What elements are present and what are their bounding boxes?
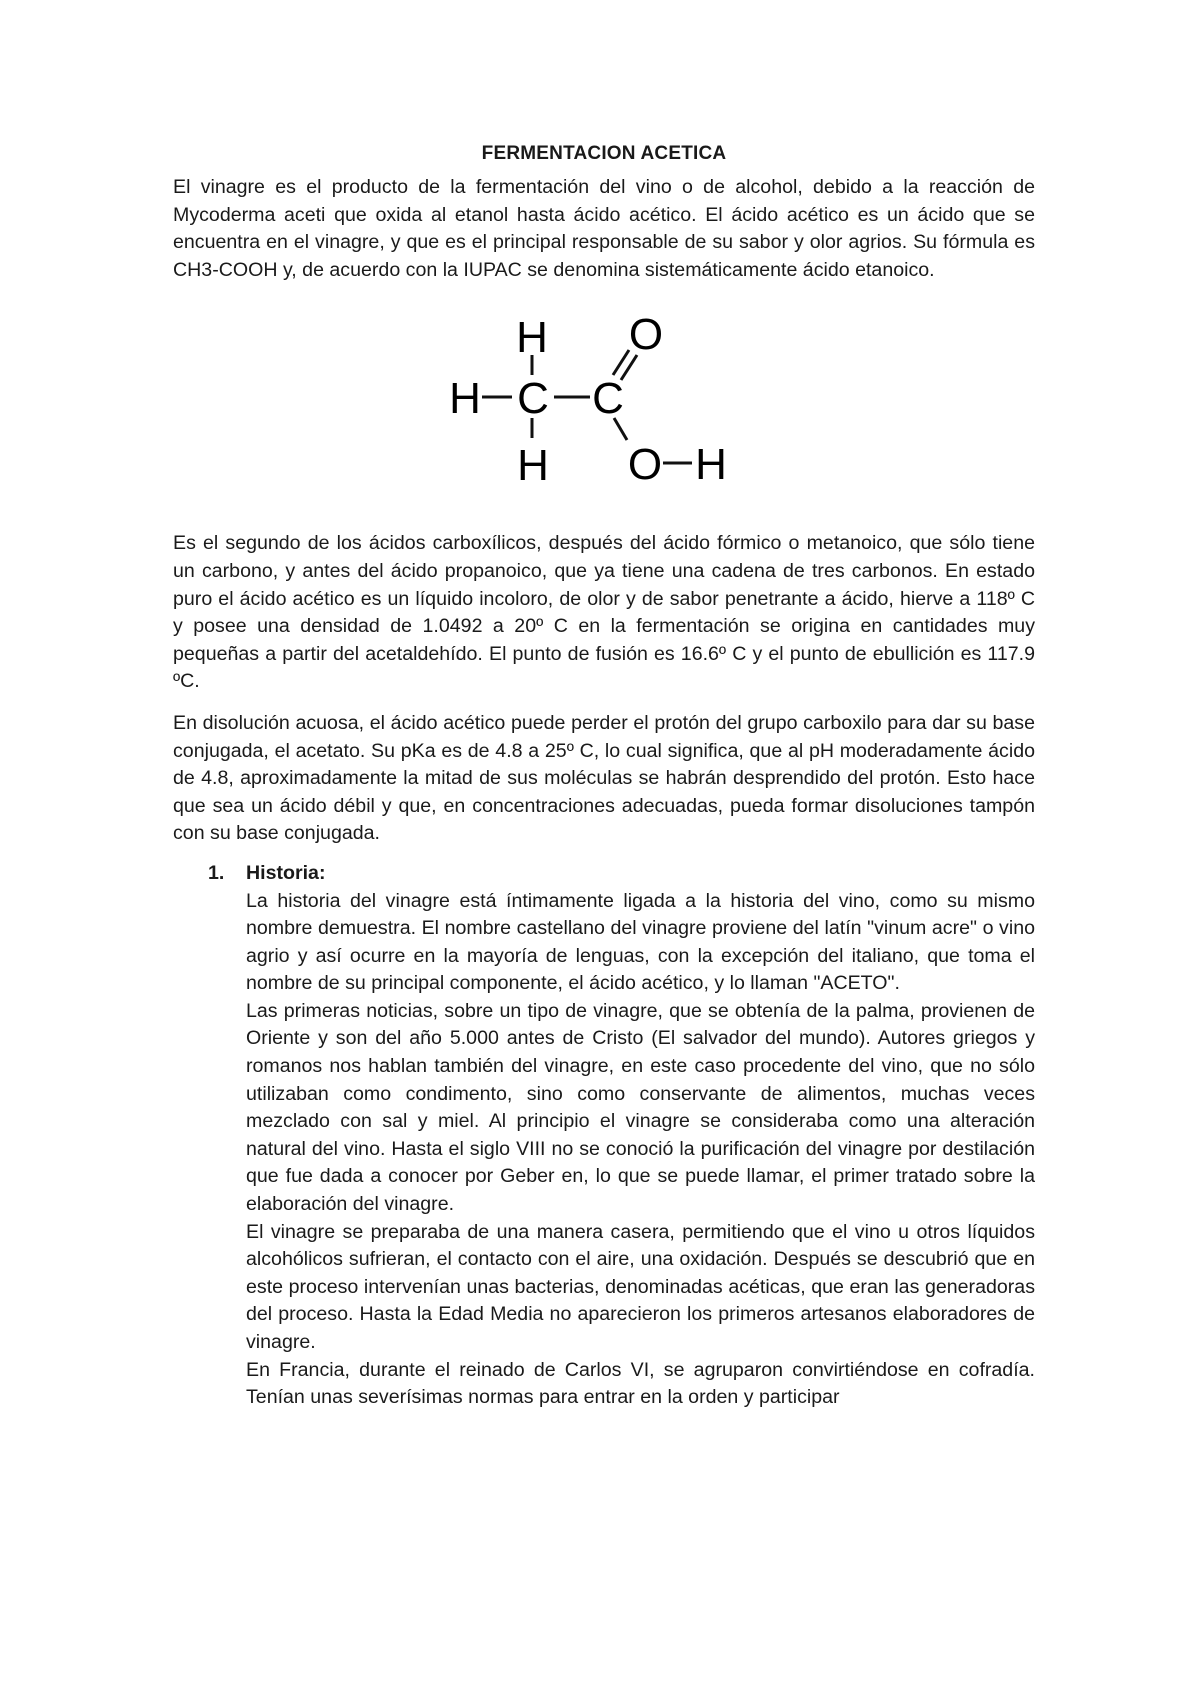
historia-paragraph-1: La historia del vinagre está íntimamente ligada a la historia del vino, como su mismo nombre demuestra. El nombre castellano del vinagre proviene del latín "vinum acre" o vino agrio y así ocurre en la mayoría de lenguas, con la excepción del italiano, que toma el nombre de su principal componente, el ácido acético, y lo llaman "ACETO". [246,889,1035,995]
paragraph-aqueous: En disolución acuosa, el ácido acético puede perder el protón del grupo carboxilo para dar su base conjugada, el acetato. Su pKa es de 4.8 a 25º C, lo cual significa, que al pH moderadamente ácido de 4.8, aproximadamente la mitad de sus moléculas se habrán desprendido del protón. Esto hace que sea un ácido débil y que, en concentraciones adecuadas, pueda formar disoluciones tampón con su base conjugada. [173,711,1035,845]
atom-o-top: O [628,310,664,360]
numbered-list [173,860,1035,1412]
acetic-acid-structure-diagram [447,300,767,510]
intro-paragraph: El vinagre es el producto de la fermentación del vino o de alcohol, debido a la reacción de Mycoderma aceti que oxida al etanol hasta ácido acético. El ácido acético es un ácido que se encuentra en el vinagre, y que es el principal responsable de su sabor y olor agrios. Su fórmula es CH3-COOH y, de acuerdo con la IUPAC se denomina sistemáticamente ácido etanoico. [173,176,1035,281]
historia-paragraph-2: Las primeras noticias, sobre un tipo de vinagre, que se obtenía de la palma, provienen de Oriente y son del año 5.000 antes de Cristo (El salvador del mundo). Autores griegos y romanos nos hablan también del vinagre, en este caso procedente del vino, que no sólo utilizaban como condimento, sino como conservante de alimentos, muchas veces mezclado con sal y miel. Al principio el vinagre se consideraba como una alteración natural del vino. Hasta el siglo VIII no se conoció la purificación del vinagre por destilación que fue dada a conocer por Geber en, lo que se puede llamar, el primer tratado sobre la elaboración del vinagre. [246,999,1035,1216]
atom-c1: C [517,374,549,424]
document-body [173,140,1035,1412]
document-title: FERMENTACION ACETICA [481,143,727,164]
atom-h-left: H [449,374,481,424]
atom-h-top: H [516,313,548,363]
historia-paragraph-4: En Francia, durante el reinado de Carlos VI, se agruparon convirtiéndose en cofradía. Tenían unas severísimas normas para entrar en la orden y participar [246,1358,1035,1409]
paragraph-carboxylic: Es el segundo de los ácidos carboxílicos, después del ácido fórmico o metanoico, que sólo tiene un carbono, y antes del ácido propanoico, que ya tiene una cadena de tres carbonos. En estado puro el ácido acético es un líquido incoloro, de olor y de sabor penetrante a ácido, hierve a 118º C y posee una densidad de 1.0492 a 20º C en la fermentación se origina en cantidades muy pequeñas a partir del acetaldehído. El punto de fusión es 16.6º C y el punto de ebullición es 117.9 ºC. [173,532,1035,693]
historia-paragraph-3: El vinagre se preparaba de una manera casera, permitiendo que el vino u otros líquidos alcohólicos sufrieran, el contacto con el aire, una oxidación. Después se descubrió que en este proceso intervenían unas bacterias, denominadas acéticas, que eran las generadoras del proceso. Hasta la Edad Media no aparecieron los primeros artesanos elaboradores de vinagre. [246,1220,1035,1353]
list-number: 1. [208,861,225,884]
list-item-historia [173,860,1035,1412]
section-heading-historia: Historia: [246,861,326,884]
atom-h-bottom: H [517,441,549,491]
atom-c2: C [592,374,624,424]
atom-o-bottom: O [627,440,663,490]
atom-h-right: H [695,440,727,490]
